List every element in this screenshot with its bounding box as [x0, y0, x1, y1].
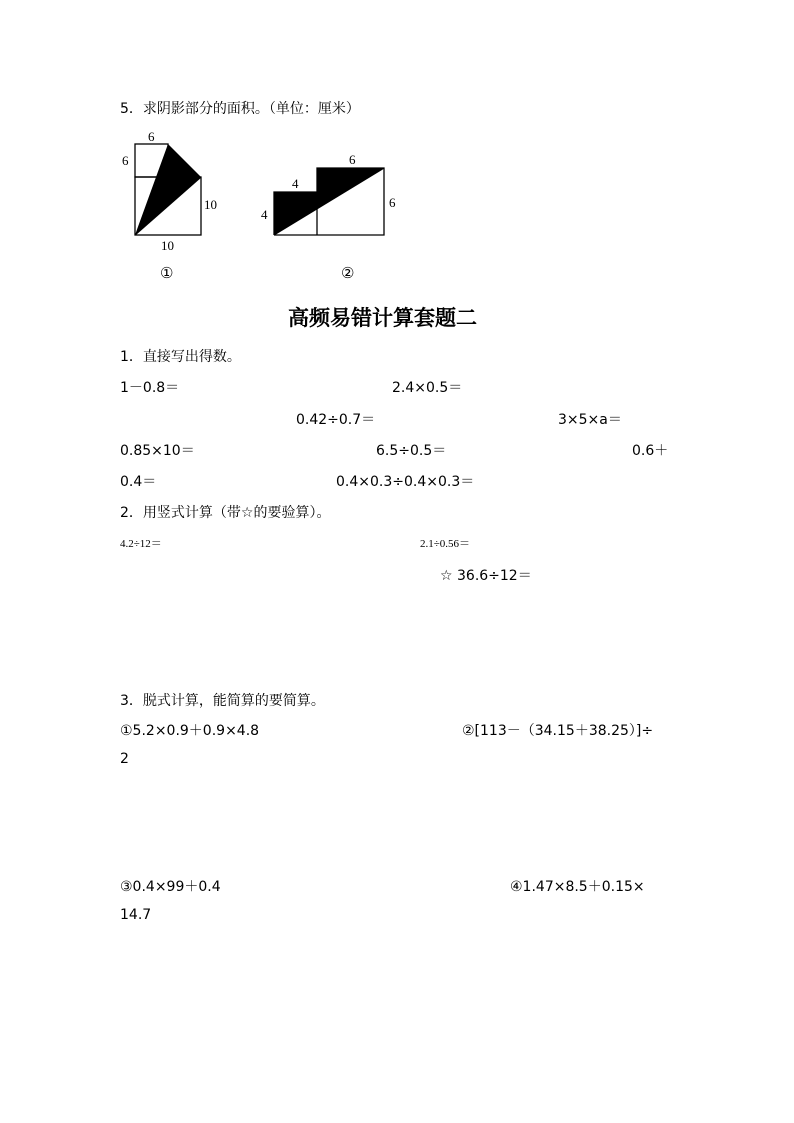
oral-item: 0.4×0.3÷0.4×0.3＝	[336, 474, 475, 490]
vertical-calc-item: 2.1÷0.56＝	[420, 538, 471, 550]
oral-item: 2.4×0.5＝	[392, 380, 463, 396]
oral-item: 0.85×10＝	[120, 443, 195, 459]
step-calc-item: ③0.4×99＋0.4	[120, 879, 221, 895]
figure-1-label-bottom: 10	[161, 238, 174, 253]
figure-1	[110, 125, 240, 260]
figure-2-label-step-left: 4	[261, 207, 268, 222]
oral-item: 1－0.8＝	[120, 380, 180, 396]
section-3-title: 3．脱式计算，能简算的要简算。	[120, 693, 325, 709]
page-title: 高频易错计算套题二	[288, 306, 477, 330]
figure-1-label-top: 6	[148, 129, 155, 144]
section-2-title: 2．用竖式计算（带☆的要验算）。	[120, 505, 331, 521]
step-calc-item: ④1.47×8.5＋0.15×	[510, 879, 645, 895]
figure-2-label-right: 6	[389, 195, 396, 210]
step-calc-item-continued: 14.7	[120, 907, 152, 923]
figure-2-label-step-top: 4	[292, 176, 299, 191]
section-1-title: 1．直接写出得数。	[120, 349, 241, 365]
figure-1-label-right: 10	[204, 197, 217, 212]
question-5-title: 5．求阴影部分的面积。（单位：厘米）	[120, 101, 360, 117]
figure-1-caption: ①	[160, 266, 174, 282]
step-calc-item: ②[113－（34.15＋38.25）]÷	[462, 723, 654, 739]
figure-2-caption: ②	[341, 266, 355, 282]
figure-1-label-left: 6	[122, 153, 129, 168]
oral-item: 3×5×a＝	[558, 412, 622, 428]
vertical-calc-item: ☆ 36.6÷12＝	[440, 568, 532, 584]
figure-1-shape	[135, 144, 201, 235]
oral-item: 0.42÷0.7＝	[296, 412, 376, 428]
step-calc-item-continued: 2	[120, 751, 129, 767]
figure-2-shape	[274, 168, 384, 235]
figure-2-label-top: 6	[349, 152, 356, 167]
oral-item: 6.5÷0.5＝	[376, 443, 447, 459]
vertical-calc-item: 4.2÷12＝	[120, 538, 162, 550]
step-calc-item: ①5.2×0.9＋0.9×4.8	[120, 723, 260, 739]
figure-2	[255, 150, 405, 245]
oral-item: 0.4＝	[120, 474, 157, 490]
oral-item: 0.6＋	[632, 443, 669, 459]
